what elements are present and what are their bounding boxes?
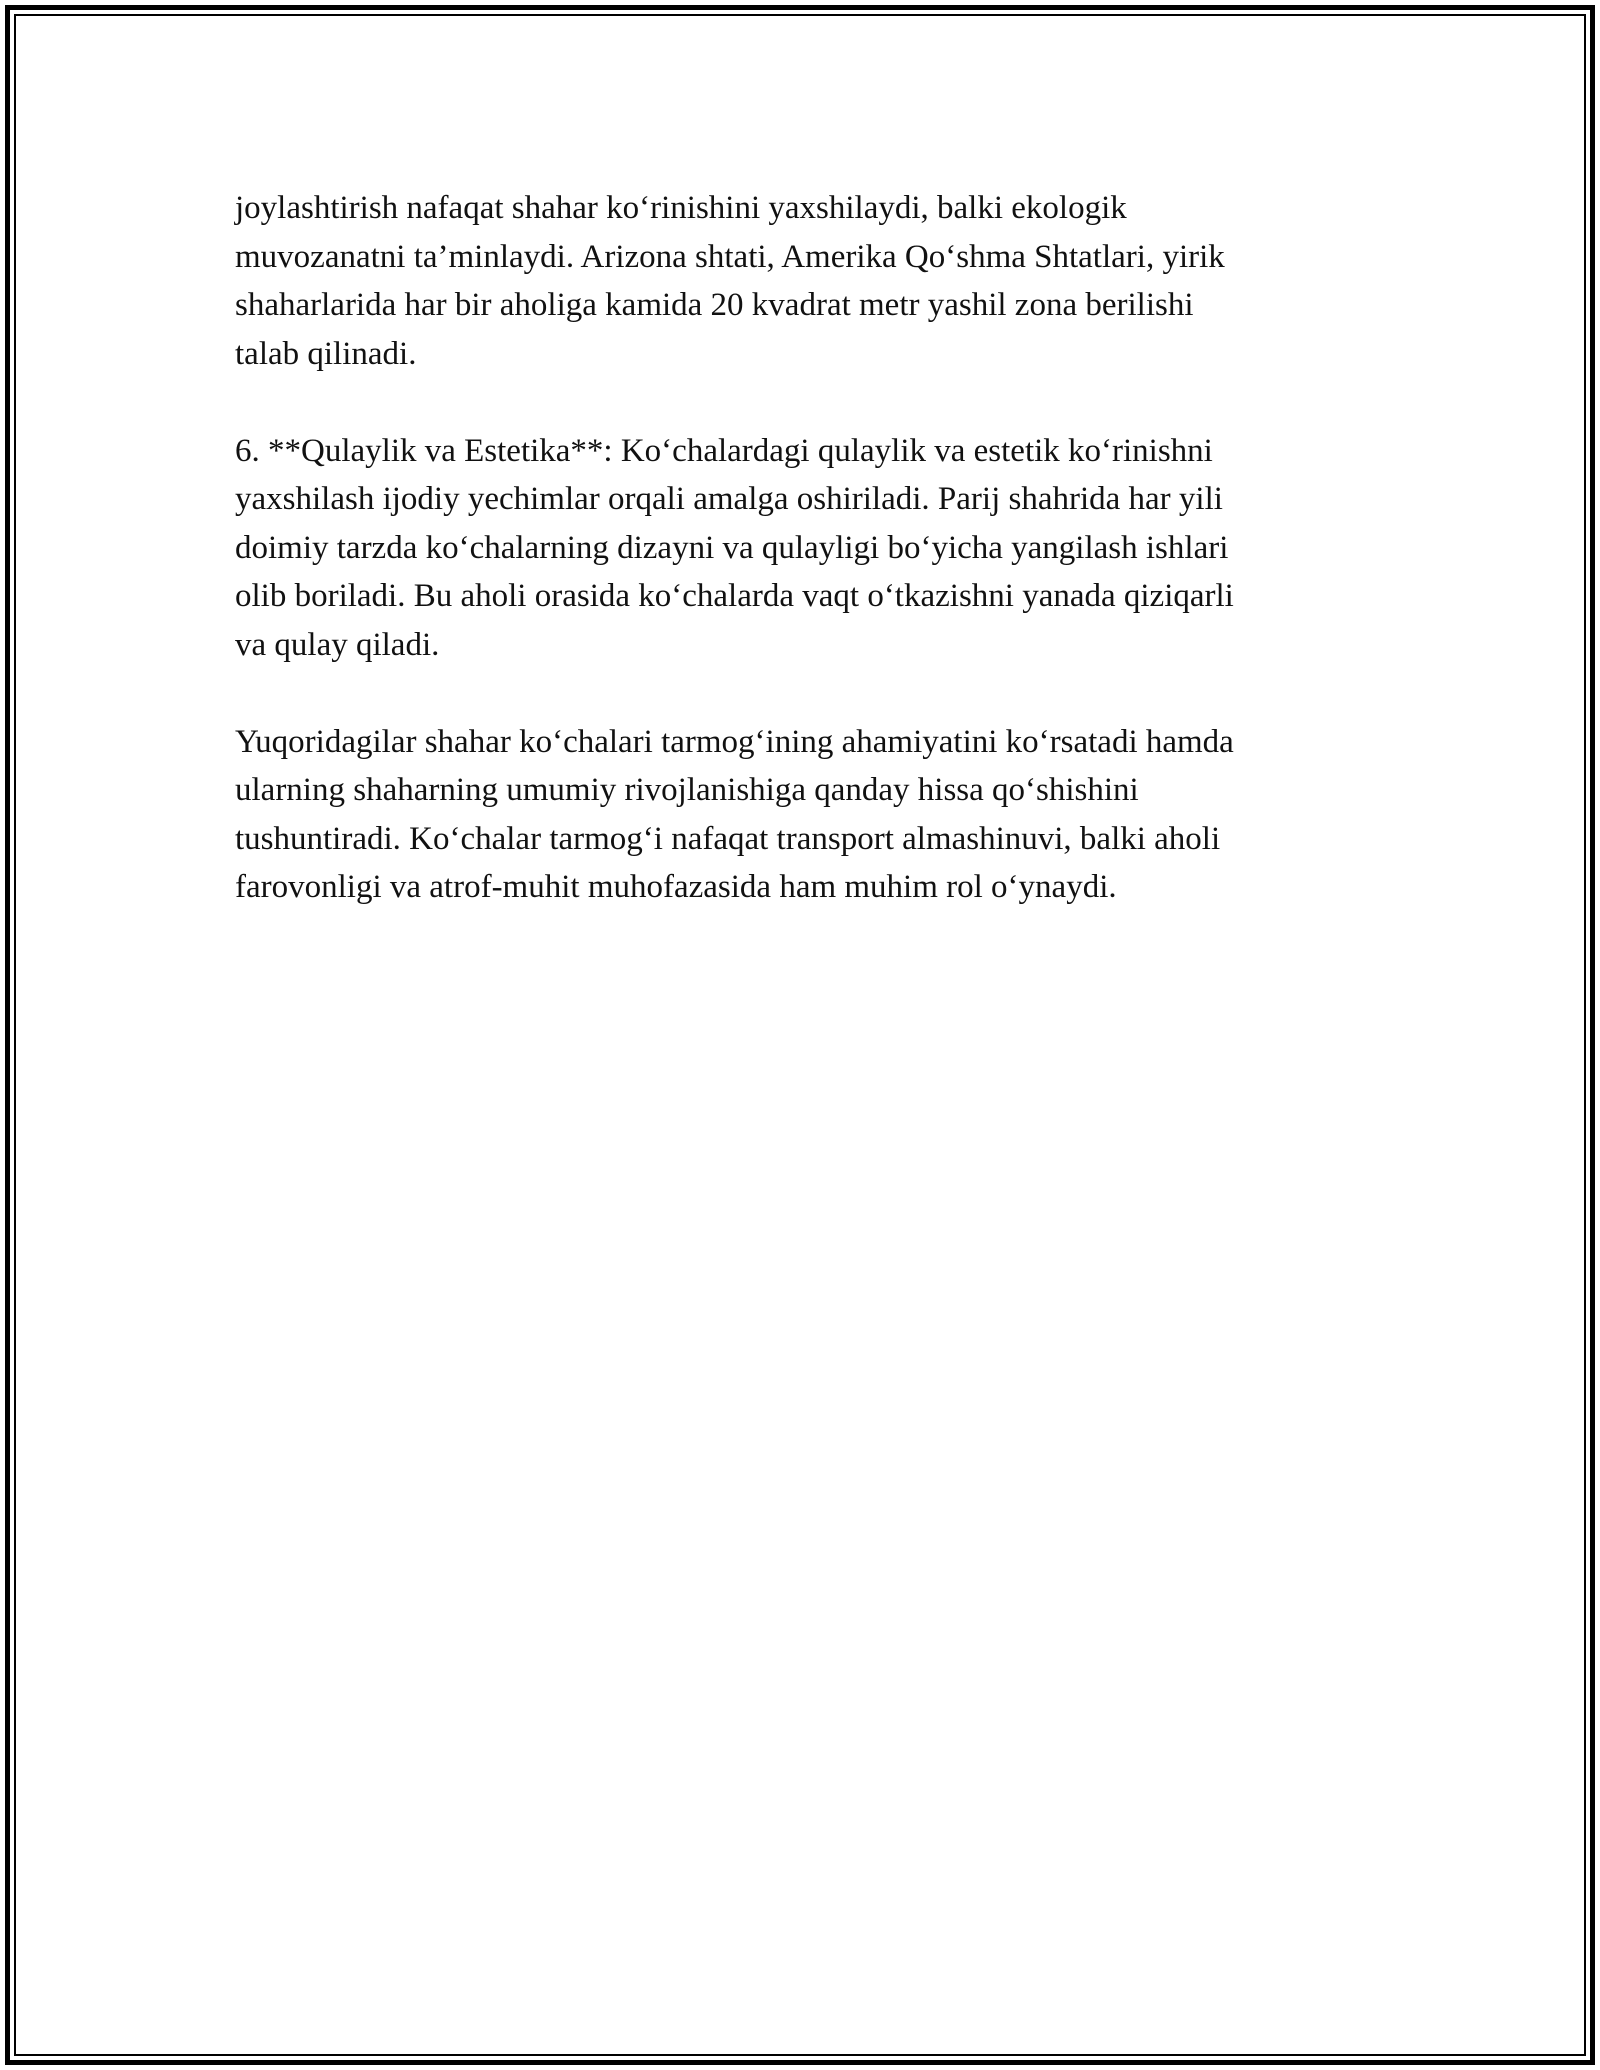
text-line: 6. **Qulaylik va Estetika**: Ko‘chalardagi qulaylik va estetik ko‘rinishni <box>235 432 1213 469</box>
text-line: yaxshilash ijodiy yechimlar orqali amalga oshiriladi. Parij shahrida har yili <box>235 481 1223 517</box>
text-line: shaharlarida har bir aholiga kamida 20 kvadrat metr yashil zona berilishi <box>235 287 1194 323</box>
text-line: ularning shaharning umumiy rivojlanishiga qanday hissa qo‘shishini <box>235 772 1139 808</box>
text-line: Yuqoridagilar shahar ko‘chalari tarmog‘ining ahamiyatini ko‘rsatadi hamda <box>235 723 1234 760</box>
paragraph-conclusion <box>235 718 1375 912</box>
paragraph-comfort-aesthetics <box>235 427 1375 670</box>
text-line: joylashtirish nafaqat shahar ko‘rinishini yaxshilaydi, balki ekologik <box>235 190 1127 226</box>
text-line: talab qilinadi. <box>235 335 417 372</box>
text-line: muvozanatni ta’minlaydi. Arizona shtati, Amerika Qo‘shma Shtatlari, yirik <box>235 238 1225 275</box>
text-line: va qulay qiladi. <box>235 626 440 663</box>
text-line: olib boriladi. Bu aholi orasida ko‘chalarda vaqt o‘tkazishni yanada qiziqarli <box>235 578 1234 614</box>
paragraph-green-zones <box>235 184 1375 378</box>
document-body <box>235 184 1375 960</box>
text-line: tushuntiradi. Ko‘chalar tarmog‘i nafaqat transport almashinuvi, balki aholi <box>235 820 1221 857</box>
text-line: doimiy tarzda ko‘chalarning dizayni va qulayligi bo‘yicha yangilash ishlari <box>235 529 1229 566</box>
text-line: farovonligi va atrof-muhit muhofazasida ham muhim rol o‘ynaydi. <box>235 869 1117 905</box>
